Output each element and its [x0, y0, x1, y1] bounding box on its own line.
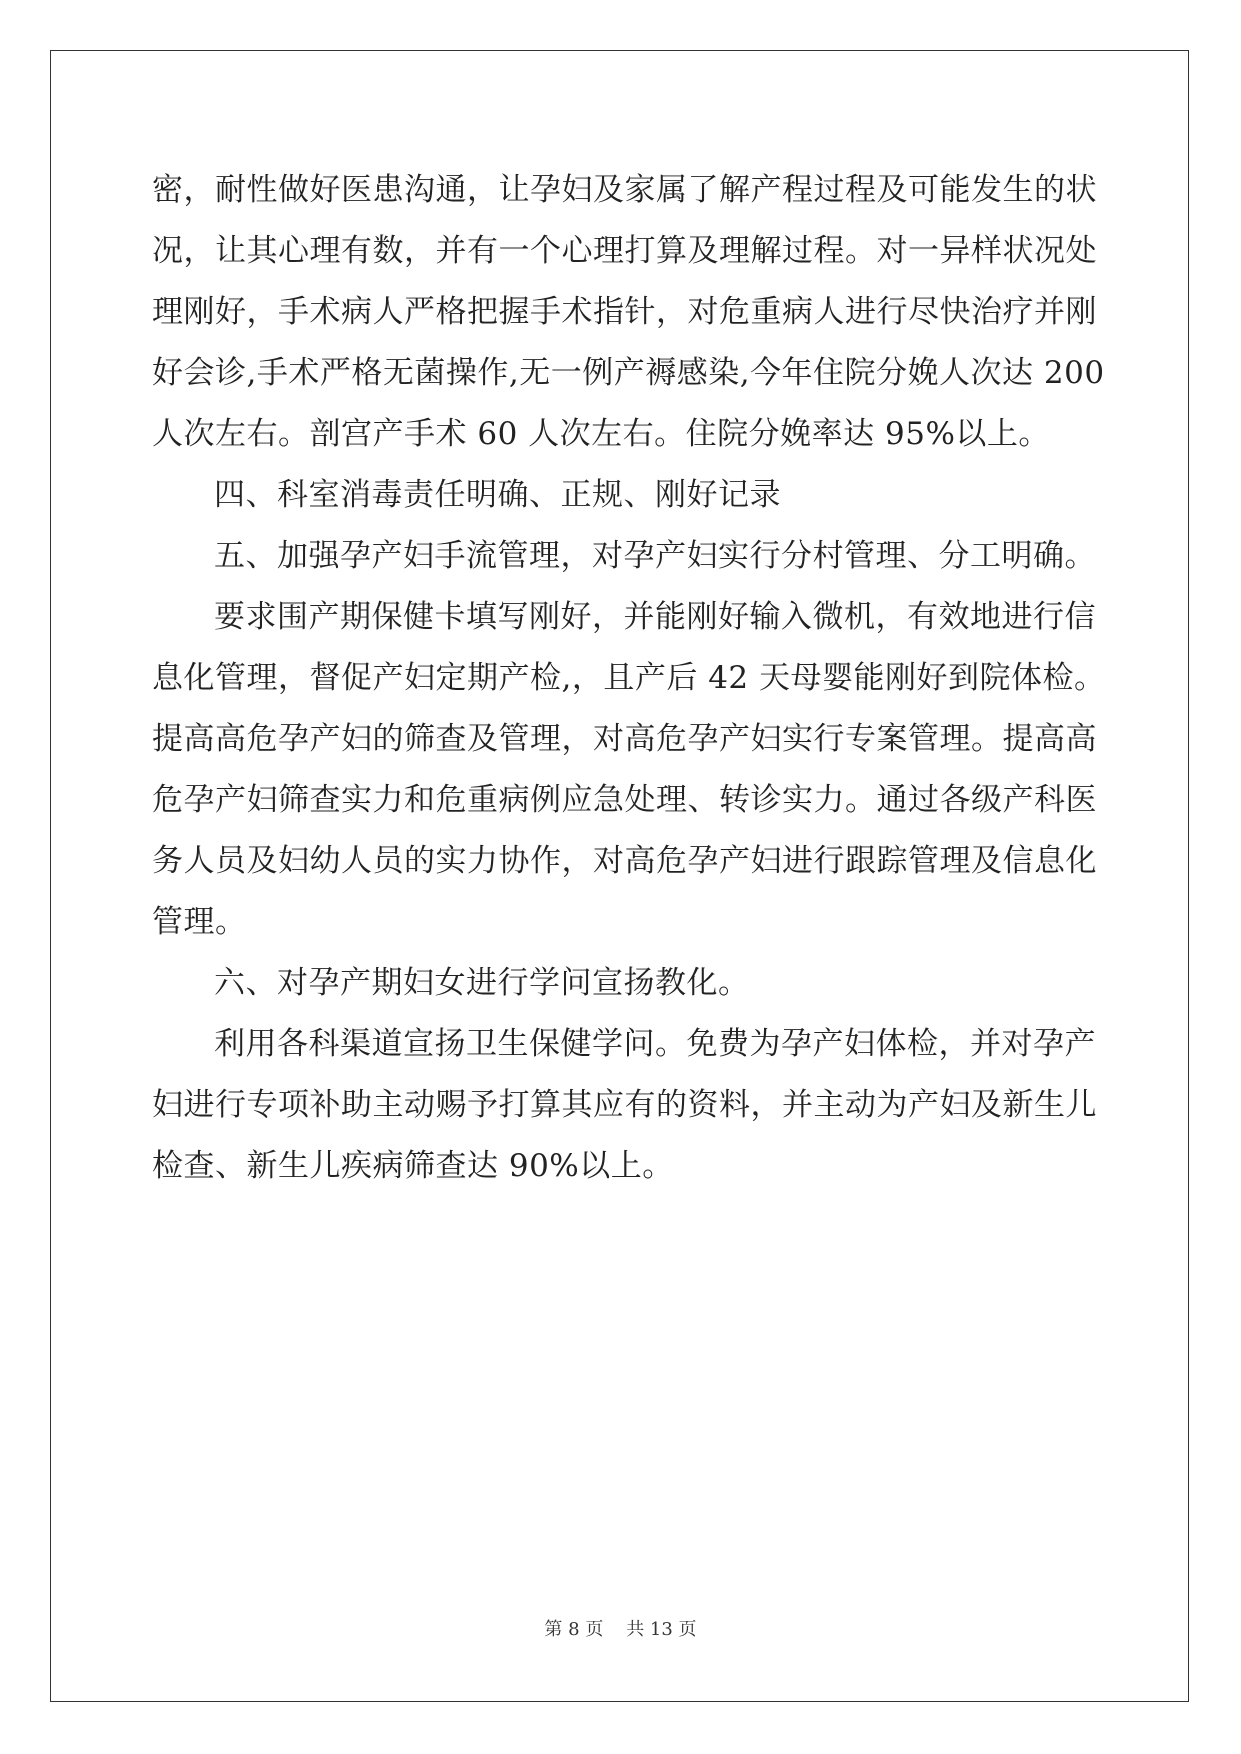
text-line: 人次左右。剖宫产手术 60 人次左右。住院分娩率达 95%以上。	[152, 416, 1050, 452]
text-line: 息化管理，督促产妇定期产检,，且产后 42 天母婴能刚好到院体检。	[152, 660, 1106, 696]
text-line: 况，让其心理有数，并有一个心理打算及理解过程。对一异样状况处	[152, 233, 1097, 269]
section-heading: 五、加强孕产妇手流管理，对孕产妇实行分村管理、分工明确。	[214, 538, 1096, 574]
text-line: 要求围产期保健卡填写刚好，并能刚好输入微机，有效地进行信	[214, 599, 1096, 635]
text-line: 提高高危孕产妇的筛查及管理，对高危孕产妇实行专案管理。提高高	[152, 721, 1097, 757]
text-line: 务人员及妇幼人员的实力协作，对高危孕产妇进行跟踪管理及信息化	[152, 843, 1097, 879]
text-line: 妇进行专项补助主动赐予打算其应有的资料，并主动为产妇及新生儿	[152, 1087, 1097, 1123]
text-line: 好会诊,手术严格无菌操作,无一例产褥感染,今年住院分娩人次达 200	[152, 355, 1105, 391]
text-line: 密，耐性做好医患沟通，让孕妇及家属了解产程过程及可能发生的状	[152, 172, 1097, 208]
text-line: 检查、新生儿疾病筛查达 90%以上。	[152, 1148, 674, 1184]
section-heading: 四、科室消毒责任明确、正规、刚好记录	[214, 477, 781, 513]
text-line: 管理。	[152, 904, 247, 940]
text-line: 利用各科渠道宣扬卫生保健学问。免费为孕产妇体检，并对孕产	[214, 1026, 1096, 1062]
document-body	[152, 160, 1106, 1197]
page-number: 第 8 页 共 13 页	[544, 1619, 697, 1640]
section-heading: 六、对孕产期妇女进行学问宣扬教化。	[214, 965, 750, 1001]
text-line: 理刚好，手术病人严格把握手术指针，对危重病人进行尽快治疗并刚	[152, 294, 1097, 330]
text-line: 危孕产妇筛查实力和危重病例应急处理、转诊实力。通过各级产科医	[152, 782, 1097, 818]
